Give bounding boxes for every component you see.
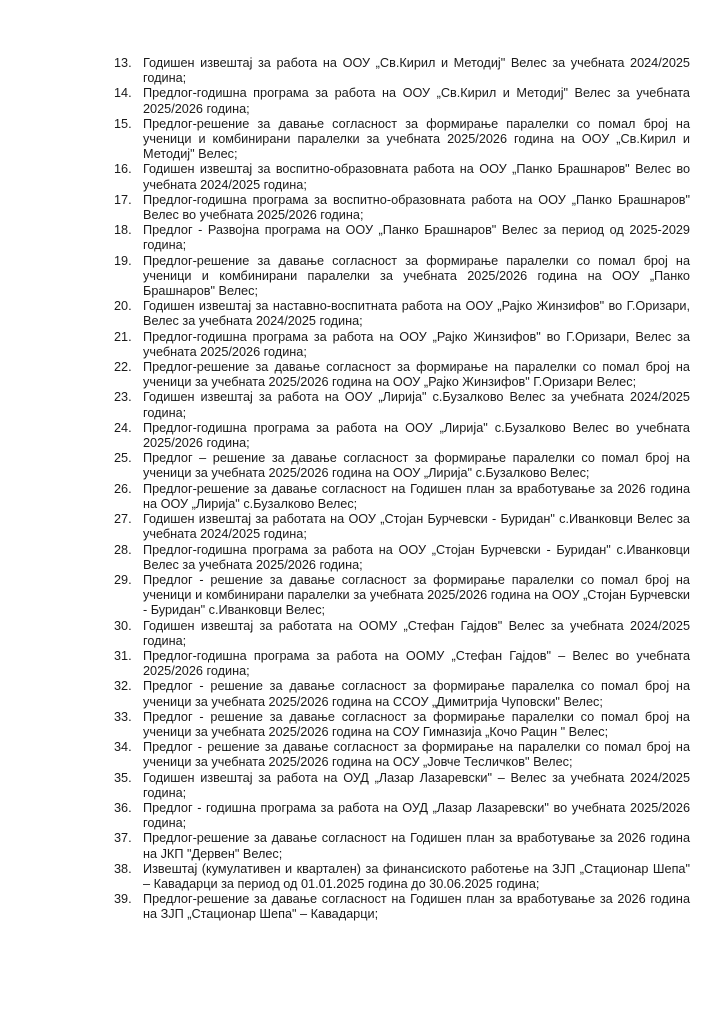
item-number: 31.	[114, 648, 132, 663]
agenda-item	[114, 421, 690, 451]
agenda-item	[114, 619, 690, 649]
agenda-item	[114, 862, 690, 892]
item-number: 32.	[114, 679, 132, 694]
agenda-item	[114, 299, 690, 329]
item-number: 34.	[114, 740, 132, 755]
item-number: 25.	[114, 451, 132, 466]
item-text: Предлог-годишна програма за работа на ООУ „Лирија" с.Бузалково Велес во учебната 2025/2026 година;	[143, 420, 690, 451]
agenda-item	[114, 162, 690, 192]
item-text: Предлог - годишна програма за работа на ОУД „Лазар Лазаревски" во учебната 2025/2026 година;	[143, 800, 690, 831]
agenda-item	[114, 649, 690, 679]
item-text: Годишен извештај за работата на ООМУ „Стефан Гајдов" Велес за учебната 2024/2025 година;	[143, 618, 690, 648]
item-text: Предлог - решение за давање согласност за формирање на паралелки со помал број на ученици за учебната 2025/2026 година на ОСУ „Јовче Тесличков" Велес;	[143, 740, 690, 770]
agenda-item	[114, 679, 690, 709]
item-text: Извештај (кумулативен и квартален) за финансиското работење на ЗЈП „Стационар Шепа" – Кавадарци за период од 01.01.2025 година до 30.06.2025 година;	[143, 861, 690, 891]
agenda-item	[114, 193, 690, 223]
item-number: 13.	[114, 56, 132, 70]
item-text: Предлог - решение за давање согласност за формирање паралелки со помал број на ученици и комбинирани паралелки за учебната 2025/2026 година на ООУ „Стојан Бурчевски - Буридан" с.Иванковци Велес;	[143, 572, 690, 618]
item-number: 36.	[114, 800, 132, 815]
item-text: Предлог – решение за давање согласност за формирање паралелки со помал број на ученици за учебната 2025/2026 година на ООУ „Лирија" с.Бузалково Велес;	[143, 451, 690, 481]
item-number: 27.	[114, 512, 132, 527]
agenda-item	[114, 771, 690, 801]
item-text: Предлог-годишна програма за работа на ООУ „Рајко Жинзифов" во Г.Оризари, Велес за учебната 2025/2026 година;	[143, 329, 690, 359]
agenda-item	[114, 892, 690, 922]
item-number: 20.	[114, 299, 132, 314]
item-number: 19.	[114, 253, 132, 268]
agenda-item	[114, 390, 690, 420]
item-number: 15.	[114, 116, 132, 131]
item-number: 14.	[114, 86, 132, 101]
item-number: 24.	[114, 420, 132, 435]
item-text: Предлог-годишна програма за работа на ООМУ „Стефан Гајдов" – Велес во учебната 2025/2026 година;	[143, 648, 690, 679]
agenda-item	[114, 512, 690, 542]
agenda-item	[114, 710, 690, 740]
agenda-list	[114, 56, 690, 923]
item-number: 17.	[114, 192, 132, 207]
agenda-item	[114, 740, 690, 770]
agenda-item	[114, 360, 690, 390]
item-text: Годишен извештај за работа на ООУ „Лирија" с.Бузалково Велес за учебната 2024/2025 година;	[143, 390, 690, 420]
item-number: 18.	[114, 223, 132, 238]
item-text: Предлог-решение за давање согласност на Годишен план за вработување за 2026 година на ООУ „Лирија" с.Бузалково Велес;	[143, 481, 690, 511]
item-text: Предлог - решение за давање согласност за формирање паралелка со помал број на ученици за учебната 2025/2026 година на ССОУ „Димитрија Чуповски" Велес;	[143, 679, 690, 709]
agenda-item	[114, 451, 690, 481]
item-number: 37.	[114, 831, 132, 846]
item-number: 38.	[114, 861, 132, 876]
agenda-item	[114, 482, 690, 512]
item-text: Годишен извештај за работа на ОУД „Лазар Лазаревски" – Велес за учебната 2024/2025 година;	[143, 770, 690, 800]
agenda-item	[114, 543, 690, 573]
item-text: Предлог-решение за давање согласност на Годишен план за вработување за 2026 година на ЗЈП „Стационар Шепа" – Кавадарци;	[143, 892, 690, 922]
item-number: 23.	[114, 390, 132, 405]
item-number: 35.	[114, 770, 132, 785]
item-text: Годишен извештај за воспитно-образовната работа на ООУ „Панко Брашнаров" Велес во учебната 2024/2025 година;	[143, 162, 690, 192]
item-number: 22.	[114, 360, 132, 375]
item-number: 39.	[114, 892, 132, 907]
item-text: Предлог-решение за давање согласност на Годишен план за вработување за 2026 година на ЈКП "Дервен" Велес;	[143, 831, 690, 861]
agenda-item	[114, 56, 690, 86]
item-text: Предлог - решение за давање согласност за формирање паралелки со помал број на ученици за учебната 2025/2026 година на СОУ Гимназија „Кочо Рацин " Велес;	[143, 709, 690, 739]
item-text: Предлог-годишна програма за работа на ООУ „Стојан Бурчевски - Буридан" с.Иванковци Велес за учебната 2025/2026 година;	[143, 542, 690, 572]
item-text: Предлог-решение за давање согласност за формирање паралелки со помал број на ученици и комбинирани паралелки за учебната 2025/2026 година на ООУ „Панко Брашнаров" Велес;	[143, 253, 690, 299]
item-number: 21.	[114, 329, 132, 344]
item-text: Годишен извештај за наставно-воспитната работа на ООУ „Рајко Жинзифов" во Г.Оризари, Велес за учебната 2024/2025 година;	[143, 299, 690, 329]
agenda-item	[114, 223, 690, 253]
item-number: 33.	[114, 709, 132, 724]
agenda-item	[114, 573, 690, 619]
item-number: 28.	[114, 542, 132, 557]
agenda-item	[114, 117, 690, 163]
agenda-item	[114, 330, 690, 360]
item-text: Предлог-решение за давање согласност за формирање паралелки со помал број на ученици и комбинирани паралелки за учебната 2025/2026 година на ООУ „Св.Кирил и Методиј" Велес;	[143, 116, 690, 162]
agenda-item	[114, 831, 690, 861]
item-text: Предлог - Развојна програма на ООУ „Панко Брашнаров" Велес за период од 2025-2029 година;	[143, 223, 690, 253]
agenda-item	[114, 86, 690, 116]
item-number: 16.	[114, 162, 132, 177]
item-text: Предлог-годишна програма за работа на ООУ „Св.Кирил и Методиј" Велес за учебната 2025/2026 година;	[143, 86, 690, 116]
agenda-item	[114, 801, 690, 831]
item-text: Годишен извештај за работата на ООУ „Стојан Бурчевски - Буридан" с.Иванковци Велес за учебната 2024/2025 година;	[143, 512, 690, 542]
item-text: Предлог-годишна програма за воспитно-образовната работа на ООУ „Панко Брашнаров" Велес во учебната 2025/2026 година;	[143, 192, 690, 223]
agenda-item	[114, 254, 690, 300]
item-number: 26.	[114, 481, 132, 496]
item-number: 29.	[114, 572, 132, 587]
item-number: 30.	[114, 618, 132, 633]
item-text: Предлог-решение за давање согласност за формирање на паралелки со помал број на ученици за учебната 2025/2026 година на ООУ „Рајко Жинзифов" Г.Оризари Велес;	[143, 360, 690, 390]
item-text: Годишен извештај за работа на ООУ „Св.Кирил и Методиј" Велес за учебната 2024/2025 година;	[143, 56, 690, 86]
